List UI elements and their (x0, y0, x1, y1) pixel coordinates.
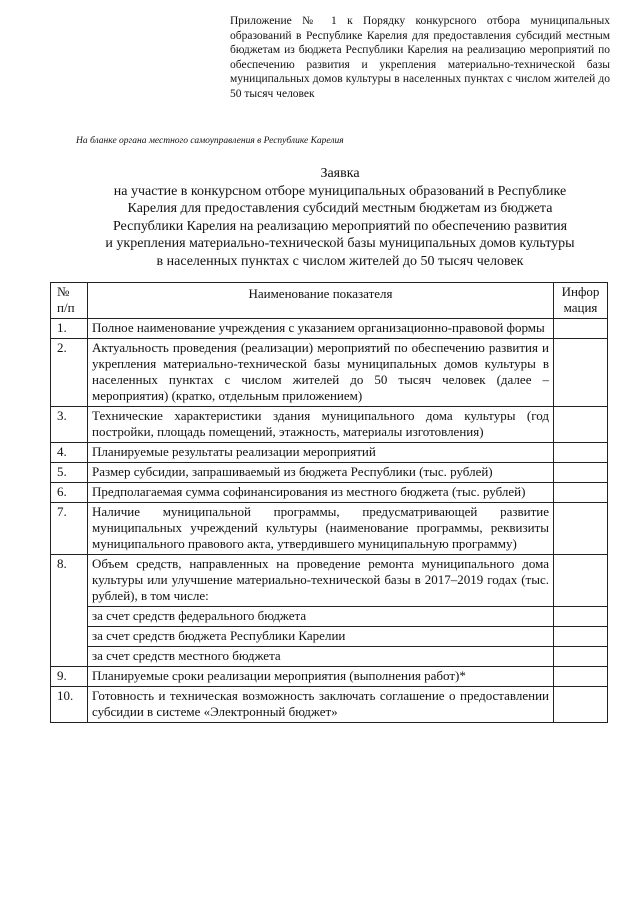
row-info-cell[interactable] (554, 647, 608, 667)
row-number: 1. (51, 319, 88, 339)
header-number-line1: № (57, 284, 70, 299)
table-row (51, 555, 608, 607)
row-indicator: Технические характеристики здания муниципального дома культуры (год постройки, площадь помещений, этажность, материалы изготовления) (88, 407, 554, 443)
table-row (51, 443, 608, 463)
row-indicator: Планируемые результаты реализации мероприятий (88, 443, 554, 463)
table-row (51, 339, 608, 407)
row-info-cell[interactable] (554, 687, 608, 723)
appendix-reference: Приложение № 1 к Порядку конкурсного отбора муниципальных образований в Республике Карелия для предоставления субсидий местным бюджетам из бюджета Республики Карелия на реализацию мероприятий по обеспечению развития и укрепления материально-технической базы муниципальных домов культуры в населенных пунктах с числом жителей до 50 тысяч человек (230, 15, 610, 100)
table-header-row (51, 283, 608, 319)
row-number: 9. (51, 667, 88, 687)
subrow-republic-budget: за счет средств бюджета Республики Карелии (88, 627, 554, 647)
row-info-cell[interactable] (554, 407, 608, 443)
row-number: 3. (51, 407, 88, 443)
title-line: и укрепления материально-технической базы муниципальных домов культуры (105, 236, 575, 251)
header-number-line2: п/п (57, 300, 75, 315)
title-line: на участие в конкурсном отборе муниципальных образований в Республике (113, 183, 567, 199)
header-information (554, 283, 608, 319)
table-row (51, 463, 608, 483)
row-info-cell[interactable] (554, 319, 608, 339)
table-row (51, 483, 608, 503)
row-number: 2. (51, 339, 88, 407)
subrow-local-budget: за счет средств местного бюджета (88, 647, 554, 667)
row-number: 6. (51, 483, 88, 503)
table-row (51, 687, 608, 723)
title-line: Республики Карелия на реализацию мероприятий по обеспечению развития (112, 218, 568, 234)
letterhead-note: На бланке органа местного самоуправления в Республике Карелия (76, 136, 344, 146)
table-subrow (51, 627, 608, 647)
title-heading: Заявка (320, 166, 360, 181)
header-info-line1: Инфор (561, 284, 600, 299)
row-info-cell[interactable] (554, 443, 608, 463)
row-indicator: Наличие муниципальной программы, предусматривающей развитие муниципальных учреждений культуры (наименование программы, реквизиты муниципального правового акта, утвердившего муниципальную программу) (88, 503, 554, 555)
row-number: 10. (51, 687, 88, 723)
row-info-cell[interactable] (554, 503, 608, 555)
table-subrow (51, 647, 608, 667)
table-row (51, 503, 608, 555)
title-line: Карелия для предоставления субсидий местным бюджетам из бюджета (127, 201, 553, 216)
row-info-cell[interactable] (554, 667, 608, 687)
table-row (51, 407, 608, 443)
row-info-cell[interactable] (554, 339, 608, 407)
table-subrow (51, 607, 608, 627)
row-info-cell[interactable] (554, 627, 608, 647)
table-row (51, 667, 608, 687)
header-number (51, 283, 88, 319)
row-indicator: Размер субсидии, запрашиваемый из бюджета Республики (тыс. рублей) (88, 463, 554, 483)
row-info-cell[interactable] (554, 483, 608, 503)
row-info-cell[interactable] (554, 607, 608, 627)
row-number: 5. (51, 463, 88, 483)
row-indicator: Объем средств, направленных на проведение ремонта муниципального дома культуры или улучшение материально-технической базы в 2017–2019 годах (тыс. рублей), в том числе: (88, 555, 554, 607)
row-number: 7. (51, 503, 88, 555)
application-title (60, 165, 620, 270)
row-number: 4. (51, 443, 88, 463)
row-info-cell[interactable] (554, 463, 608, 483)
row-indicator: Предполагаемая сумма софинансирования из местного бюджета (тыс. рублей) (88, 483, 554, 503)
row-info-cell[interactable] (554, 555, 608, 607)
title-line: в населенных пунктах с числом жителей до 50 тысяч человек (156, 253, 524, 269)
header-info-line2: мация (563, 300, 598, 315)
row-number: 8. (51, 555, 88, 667)
row-indicator: Актуальность проведения (реализации) мероприятий по обеспечению развития и укрепления материально-технической базы муниципальных домов культуры в населенных пунктах с числом жителей до 50 тысяч человек (далее – мероприятия) (кратко, отдельным приложением) (88, 339, 554, 407)
subrow-federal-budget: за счет средств федерального бюджета (88, 607, 554, 627)
row-indicator: Полное наименование учреждения с указанием организационно-правовой формы (88, 319, 554, 339)
header-indicator-name: Наименование показателя (88, 283, 554, 319)
indicators-table (50, 282, 608, 723)
row-indicator: Планируемые сроки реализации мероприятия (выполнения работ)* (88, 667, 554, 687)
table-row (51, 319, 608, 339)
row-indicator: Готовность и техническая возможность заключать соглашение о предоставлении субсидии в системе «Электронный бюджет» (88, 687, 554, 723)
